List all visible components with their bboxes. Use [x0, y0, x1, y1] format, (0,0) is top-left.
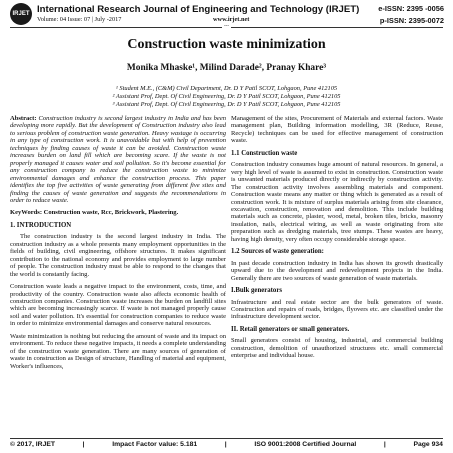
- footer-sep-3: |: [383, 441, 386, 448]
- abstract: [10, 115, 226, 204]
- abstract-label: Abstract:: [10, 115, 37, 122]
- paper-title: Construction waste minimization: [127, 37, 326, 52]
- affiliation-1: ¹ Student M.E., (C&M) Civil Department, Dr. D Y Patil SCOT, Lohgaon, Pune 412105: [115, 85, 338, 92]
- p-issn: p-ISSN: 2395-0072: [379, 16, 444, 25]
- keywords: [10, 209, 226, 216]
- retail-generators-heading: II. Retail generators or small generators.: [231, 325, 350, 333]
- section-1-1-heading: 1.1 Construction waste: [231, 149, 298, 157]
- intro-paragraph-4: Management of the sites, Procurement of Materials and external factors. Waste management plan, Building information modelling, 3R (Reduce, Reuse, Recycle) techniques can be used for effective management of construction waste.: [231, 115, 443, 145]
- footer-sep-2: |: [224, 441, 227, 448]
- iso-certification: ISO 9001:2008 Certified Journal: [254, 441, 357, 448]
- keywords-text: Construction waste, Rcc, Brickwork, Plastering.: [43, 209, 179, 217]
- copyright: © 2017, IRJET: [10, 441, 56, 448]
- journal-title: International Research Journal of Engineering and Technology (IRJET): [37, 4, 360, 15]
- intro-heading: 1. INTRODUCTION: [10, 221, 72, 229]
- page-number: Page 934: [413, 441, 443, 448]
- left-column: [10, 115, 226, 375]
- section-1-2-heading: 1.2 Sources of waste generation:: [231, 248, 324, 256]
- intro-paragraph-2: Construction waste leads a negative impact to the environment, costs, time, and productivity of the country. Construction waste also affects economic health of construction companies. Construction waste increases the burden on landfill sites which are becoming increasingly scarce. If waste is not managed properly cause soil and water pollution. It's essential for construction companies to reduce waste in order to minimize environmental damages and conserve natural resources.: [10, 283, 226, 328]
- retail-generators-text: Small generators consist of housing, industrial, and commercial building construction, demolition of unauthorized structures etc. small commercial enterprise and individual house.: [231, 337, 443, 360]
- section-1-2-text: In past decade construction industry in India has shown its growth drastically upward due to the development and redevelopment projects in the India. Generally there are two sources of waste generation of waste materials.: [231, 259, 443, 282]
- affiliation-2: ² Assistant Prof, Dept. Of Civil Engineering, Dr. D Y Patil SCOT, Lohgaon, Pune 412105: [112, 93, 341, 100]
- intro-paragraph-1: The construction industry is the second largest industry in India. The construction industry as a whole presents many employment opportunities in the fields of building, civil engineering, offshore structures. It makes significant contribution to the national economy and provides employment to large number of people. The construction industry must be able to respond to the changes that the world is constantly facing.: [10, 233, 226, 278]
- e-issn: e-ISSN: 2395 -0056: [378, 4, 444, 13]
- journal-logo: IRJET: [10, 3, 32, 25]
- intro-paragraph-3: Waste minimization is nothing but reducing the amount of waste and its impact on environment. To reduce these negative impacts, it needs a complete understanding of the construction waste generation. There are many sources of generation of waste in construction as Design of structure, Handling of material and equipment, Worker's influences,: [10, 332, 226, 370]
- section-1-1-text: Construction industry consumes huge amount of natural resources. In general, a very high level of waste is assumed to exist in construction. Construction waste is unwanted materials produced directly or indirectly by construction activity. The construction activity involves assembling materials and component. Construction waste means any matter or thing which is generated as a result of construction work. It is mixture of surplus materials arising from site clearance, excavation, construction, renovation and demolition. This include building materials such as concrete, plaster, wood, metal, broken tiles, bricks, masonry insulation, nails, electrical wiring, as well as waste originating from site preparation such as dredging materials, tree stumps. These wastes are heavy, having high density, very often occupy considerable storage space.: [231, 161, 443, 243]
- page-footer: [10, 441, 443, 448]
- affiliation-3: ³ Assistant Prof, Dept. Of Civil Engineering, Dr. D Y Patil SCOT, Lohgaon, Pune 412105: [112, 101, 341, 108]
- journal-website[interactable]: www.irjet.net: [213, 16, 250, 23]
- keywords-label: KeyWords:: [10, 209, 43, 217]
- footer-sep-1: |: [82, 441, 85, 448]
- bulk-generators-text: Infrastructure and real estate sector are the bulk generators of waste. Construction and repairs of roads, bridges, flyovers etc. are classified under the infrastructure development sector.: [231, 298, 443, 321]
- author-list: Monika Mhaske¹, Milind Darade², Pranay Khare³: [126, 63, 327, 73]
- header-divider-mark: ---: [224, 24, 229, 29]
- abstract-text: Construction industry is second largest industry in India and has been developing more rapidly. But the development of Construction industry also lead to serious problem of construction waste generation. Heavy wastage is occurring in any type of construction work. It is unavoidable but with help of prevention techniques by finding causes of waste it can be avoided. Construction waste increases burden on land fill which are becoming scare. If the waste is not properly managed it causes water and soil pollution. So it's become essential for any construction company to reduce the construction waste to minimize environmental damages and enhance the construction process. This paper identifies the top five activities of waste generating from different five sites and finding the causes of waste generation and suggests the recommendations in order to reduce waste.: [10, 115, 227, 204]
- volume-issue: Volume: 04 Issue: 07 | July -2017: [37, 16, 122, 23]
- footer-divider: [10, 438, 443, 439]
- right-column: [231, 115, 443, 365]
- impact-factor: Impact Factor value: 5.181: [112, 441, 198, 448]
- bulk-generators-heading: I.Bulk generators: [231, 287, 282, 295]
